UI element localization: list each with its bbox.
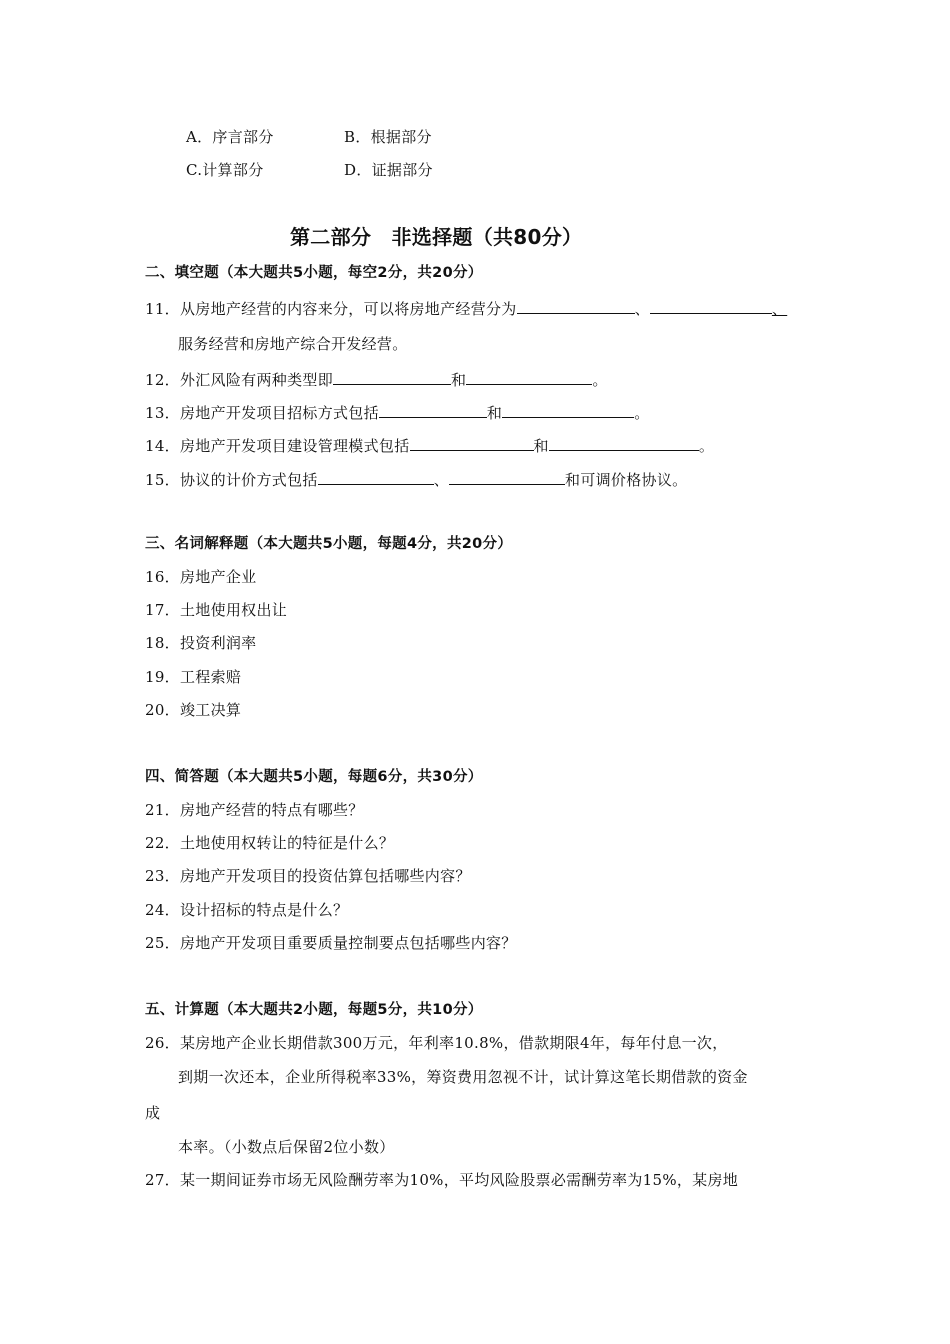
option-c: C.计算部分 [186, 161, 264, 179]
separator: 、 [771, 300, 788, 318]
list-item: 22．土地使用权转让的特征是什么？ [145, 834, 395, 852]
q26-line-2: 到期一次还本，企业所得税率33%，筹资费用忽视不计，试计算这笔长期借款的资金 [178, 1068, 748, 1086]
answer-blank[interactable] [466, 368, 592, 385]
list-item: 17．土地使用权出让 [145, 601, 288, 619]
question-15 [145, 468, 687, 490]
list-item: 23．房地产开发项目的投资估算包括哪些内容？ [145, 867, 471, 885]
list-item: 24．设计招标的特点是什么？ [145, 901, 349, 919]
question-11 [145, 297, 787, 319]
q26-line-4: 本率。（小数点后保留2位小数） [178, 1138, 395, 1156]
list-item: 19．工程索赔 [145, 668, 242, 686]
answer-blank[interactable] [318, 468, 434, 485]
separator: 、 [634, 300, 650, 318]
answer-blank[interactable] [549, 434, 699, 451]
answer-blank[interactable] [333, 368, 451, 385]
separator: 。 [698, 437, 715, 455]
section3-heading: 三、名词解释题（本大题共5小题，每题4分，共20分） [145, 536, 513, 552]
list-item: 20．竣工决算 [145, 701, 242, 719]
section2-heading: 二、填空题（本大题共5小题，每空2分，共20分） [145, 265, 483, 281]
part2-title: 第二部分 非选择题（共80分） [290, 225, 583, 249]
question-13 [145, 401, 650, 423]
list-item: 16．房地产企业 [145, 568, 257, 586]
answer-blank[interactable] [449, 468, 565, 485]
list-item: 25．房地产开发项目重要质量控制要点包括哪些内容？ [145, 934, 517, 952]
q26-line-1: 26．某房地产企业长期借款300万元，年利率10.8%，借款期限4年，每年付息一次， [145, 1034, 728, 1052]
q27-line-1: 27．某一期间证券市场无风险酬劳率为10%，平均风险股票必需酬劳率为15%，某房地 [145, 1171, 739, 1189]
separator: 和可调价格协议。 [565, 471, 688, 489]
separator: 。 [634, 404, 650, 422]
list-item: 18．投资利润率 [145, 634, 257, 652]
question-12 [145, 368, 608, 390]
answer-blank[interactable] [410, 434, 534, 451]
q14-text: 14．房地产开发项目建设管理模式包括 [145, 437, 410, 455]
answer-blank[interactable] [379, 401, 487, 418]
q15-text: 15．协议的计价方式包括 [145, 471, 318, 489]
separator: 和 [486, 404, 503, 422]
section5-heading: 五、计算题（本大题共2小题，每题5分，共10分） [145, 1002, 483, 1018]
separator: 和 [451, 371, 467, 389]
answer-blank[interactable] [517, 297, 635, 314]
q12-text: 12．外汇风险有两种类型即 [145, 371, 333, 389]
separator: 、 [433, 471, 450, 489]
separator: 和 [533, 437, 549, 455]
q11-text: 11．从房地产经营的内容来分，可以将房地产经营分为 [145, 300, 517, 318]
question-14 [145, 434, 714, 456]
option-d: D．证据部分 [344, 161, 433, 179]
option-b: B．根据部分 [344, 128, 432, 146]
answer-blank[interactable] [502, 401, 634, 418]
option-a: A．序言部分 [186, 128, 274, 146]
answer-blank[interactable] [650, 297, 772, 314]
list-item: 21．房地产经营的特点有哪些？ [145, 801, 364, 819]
section4-heading: 四、简答题（本大题共5小题，每题6分，共30分） [145, 769, 483, 785]
q26-line-3: 成 [145, 1104, 161, 1122]
separator: 。 [592, 371, 608, 389]
q11-continuation: 服务经营和房地产综合开发经营。 [178, 335, 408, 353]
q13-text: 13．房地产开发项目招标方式包括 [145, 404, 379, 422]
